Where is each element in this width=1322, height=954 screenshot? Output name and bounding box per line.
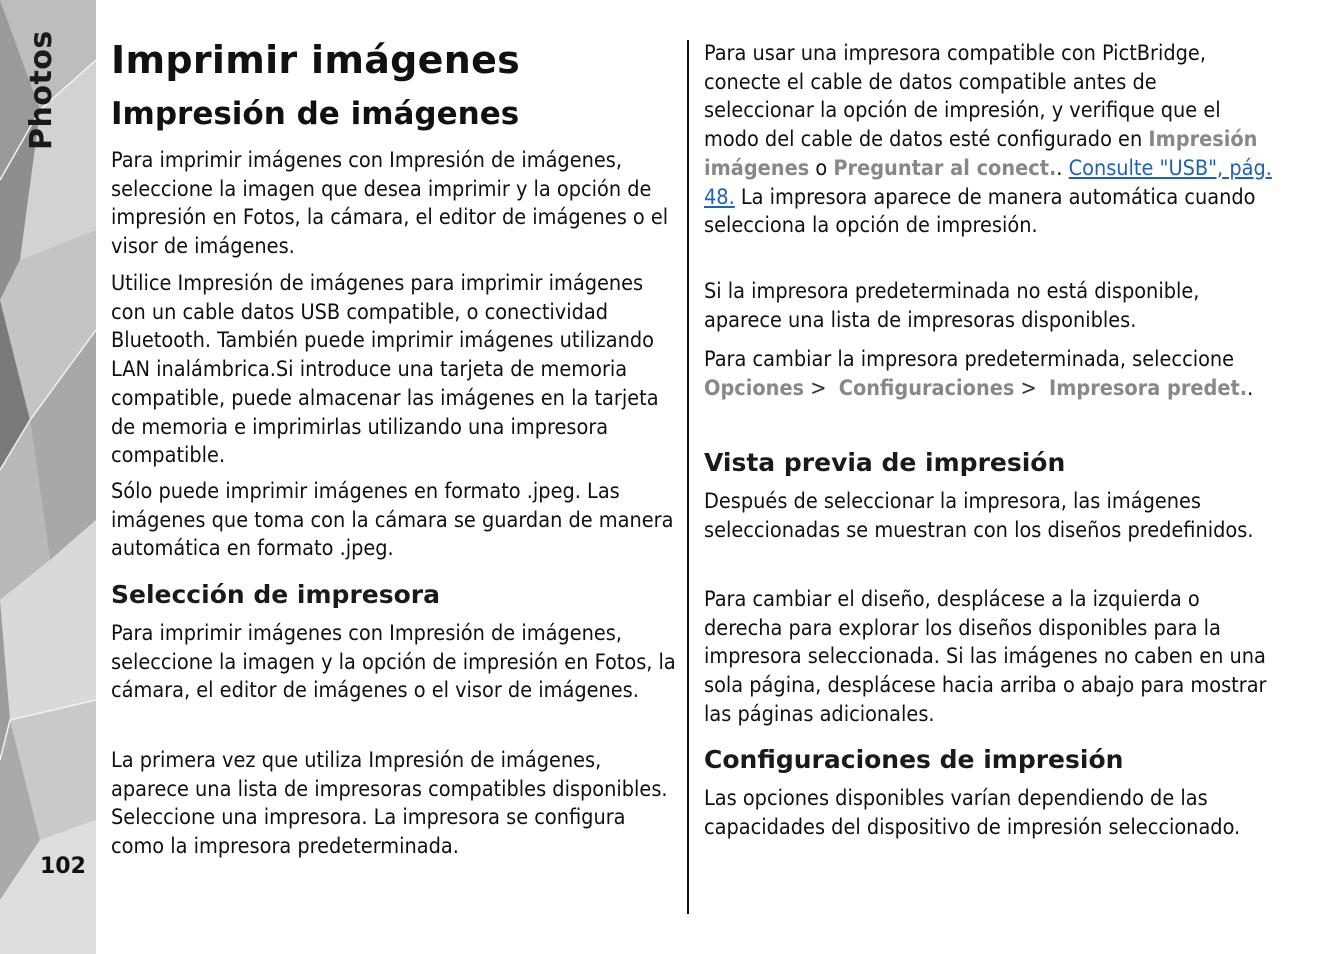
subsection-heading: Vista previa de impresión xyxy=(704,448,1066,477)
section-tab xyxy=(24,30,84,160)
paragraph-change-printer xyxy=(704,346,1272,403)
paragraph-pictbridge xyxy=(704,40,1272,241)
menu-option-preguntar: Preguntar al conect. xyxy=(833,155,1057,181)
paragraph: Si la impresora predeterminada no está disponible, aparece una lista de impresoras disponibles. xyxy=(704,279,1200,333)
section-label: Photos xyxy=(24,30,59,150)
paragraph: Para imprimir imágenes con Impresión de imágenes, seleccione la imagen que desea imprimir y la opción de impresión en Fotos, la cámara, el editor de imágenes o el visor de imágenes. xyxy=(111,148,669,260)
paragraph: Para imprimir imágenes con Impresión de imágenes, seleccione la imagen y la opción de impresión en Fotos, la cámara, el editor de imágenes o el visor de imágenes. xyxy=(111,621,676,704)
paragraph: Utilice Impresión de imágenes para imprimir imágenes con un cable datos USB compatible, o conectividad Bluetooth. También puede imprimir imágenes utilizando LAN inalámbrica.Si introduce una tarjeta de memoria compatible, puede almacenar las imágenes en la tarjeta de memoria e imprimirlas utilizando una impresora compatible. xyxy=(111,271,659,469)
menu-separator: > xyxy=(810,375,827,401)
menu-option-opciones: Opciones xyxy=(704,375,805,401)
paragraph: Después de seleccionar la impresora, las imágenes seleccionadas se muestran con los diseños predefinidos. xyxy=(704,489,1254,543)
subsection-heading: Configuraciones de impresión xyxy=(704,745,1124,774)
subsection-heading: Selección de impresora xyxy=(111,580,440,609)
paragraph: Las opciones disponibles varían dependiendo de las capacidades del dispositivo de impresión seleccionado. xyxy=(704,786,1241,840)
paragraph: Sólo puede imprimir imágenes en formato .jpeg. Las imágenes que toma con la cámara se guardan de manera automática en formato .jpeg. xyxy=(111,479,674,562)
punctuation: . xyxy=(1056,155,1063,181)
column-divider xyxy=(687,40,689,914)
menu-option-configuraciones: Configuraciones xyxy=(838,375,1015,401)
paragraph-text: Para cambiar la impresora predeterminada, seleccione xyxy=(704,347,1235,372)
page-title: Imprimir imágenes xyxy=(111,38,521,82)
paragraph-text: Para usar una impresora compatible con PictBridge, conecte el cable de datos compatible antes de seleccionar la opción de impresión, y verifique que el modo del cable de datos esté configurado en xyxy=(704,41,1221,153)
paragraph-text: La impresora aparece de manera automática cuando selecciona la opción de impresión. xyxy=(704,184,1256,239)
paragraph: La primera vez que utiliza Impresión de imágenes, aparece una lista de impresoras compatibles disponibles. Seleccione una impresora. La impresora se configura como la impresora predeterminada. xyxy=(111,748,668,860)
usb-reference-link[interactable]: Consulte "USB", pág. 48. xyxy=(704,155,1272,210)
paragraph: Para cambiar el diseño, desplácese a la izquierda o derecha para explorar los diseños disponibles para la impresora seleccionada. Si las imágenes no caben en una sola página, desplácese hacia arriba o abajo para mostrar las páginas adicionales. xyxy=(704,587,1267,727)
section-heading: Impresión de imágenes xyxy=(111,96,520,132)
conjunction-text: o xyxy=(815,155,828,181)
menu-separator: > xyxy=(1020,375,1037,401)
page-number: 102 xyxy=(40,854,86,879)
menu-option-impresion-imagenes: Impresión imágenes xyxy=(704,127,1258,181)
punctuation: . xyxy=(1247,375,1254,401)
menu-option-impresora-predet: Impresora predet. xyxy=(1049,375,1248,401)
